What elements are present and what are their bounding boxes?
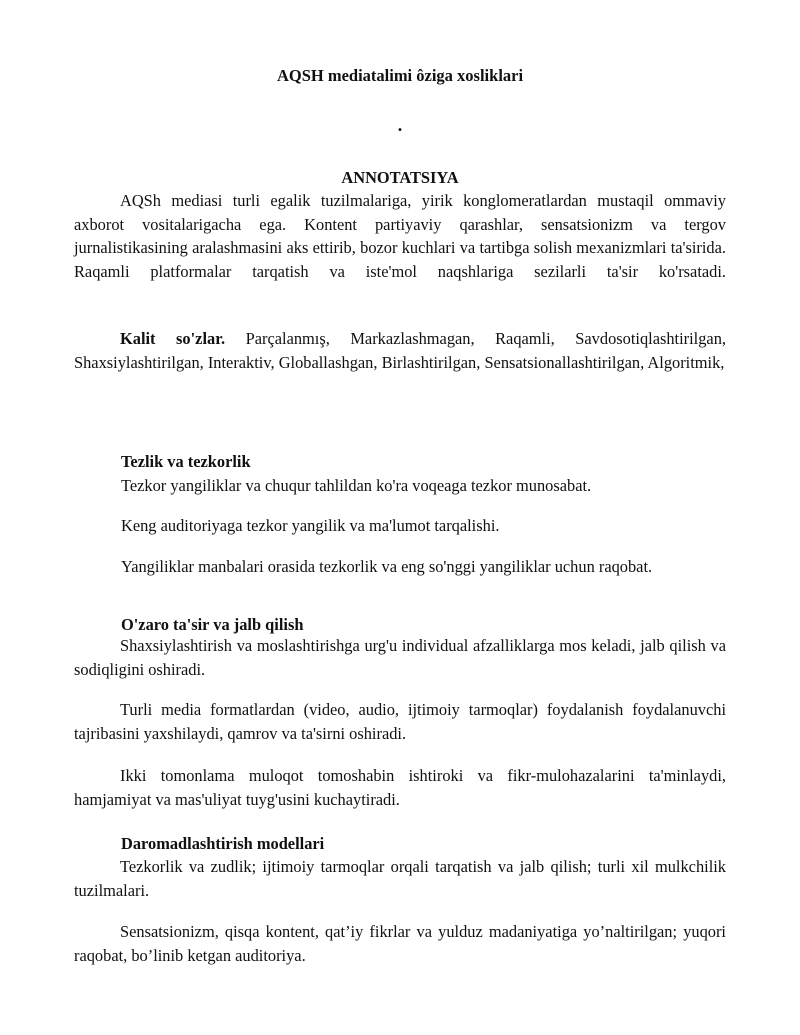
keywords-label: Kalit so'zlar. — [120, 329, 226, 348]
section-heading-speed: Tezlik va tezkorlik — [121, 452, 251, 471]
annotation-heading: ANNOTATSIYA — [341, 168, 459, 187]
section-heading-monetization: Daromadlashtirish modellari — [121, 834, 325, 853]
section-interaction-paragraph-2: Turli media formatlardan (video, audio, ijtimoiy tarmoqlar) foydalanish foydalanuvchi tajribasini yaxshilaydi, qamrov va ta'sirni oshiradi. — [74, 700, 726, 743]
section-speed-line-3: Yangiliklar manbalari orasida tezkorlik va eng so'nggi yangiliklar uchun raqobat. — [121, 557, 653, 576]
section-monetization-paragraph-1: Tezkorlik va zudlik; ijtimoiy tarmoqlar orqali tarqatish va jalb qilish; turli xil mulkchilik tuzilmalari. — [74, 857, 726, 900]
section-speed-line-2: Keng auditoriyaga tezkor yangilik va ma'lumot tarqalishi. — [121, 516, 500, 535]
section-interaction-paragraph-3: Ikki tomonlama muloqot tomoshabin ishtiroki va fikr-mulohazalarini ta'minlaydi, hamjamiyat va mas'uliyat tuyg'usini kuchaytiradi. — [74, 766, 726, 809]
section-interaction-paragraph-1: Shaxsiylashtirish va moslashtirishga urg'u individual afzalliklarga mos keladi, jalb qilish va sodiqligini oshiradi. — [74, 636, 726, 679]
section-speed-line-1: Tezkor yangiliklar va chuqur tahlildan ko'ra voqeaga tezkor munosabat. — [121, 476, 592, 495]
keywords-paragraph — [74, 327, 726, 374]
section-monetization-paragraph-2: Sensatsionizm, qisqa kontent, qat’iy fikrlar va yulduz madaniyatiga yo’naltirilgan; yuqori raqobat, bo’linib ketgan auditoriya. — [74, 922, 726, 965]
separator-dot: . — [397, 115, 403, 135]
annotation-paragraph: AQSh mediasi turli egalik tuzilmalariga, yirik konglomeratlardan mustaqil ommaviy axborot vositalarigacha ega. Kontent partiyaviy qarashlar, sensatsionizm va tergov jurnalistikasining aralashmasini aks ettirib, bozor kuchlari va tartibga solish mexanizmlari ta'sirida. Raqamli platformalar tarqatish va iste'mol naqshlariga sezilarli ta'sir ko'rsatadi. — [74, 191, 726, 281]
section-heading-interaction: O'zaro ta'sir va jalb qilish — [121, 615, 304, 634]
document-title: AQSH mediatalimi ôziga xosliklari — [276, 66, 524, 85]
keywords-text: Parçalanmış, Markazlashmagan, Raqamli, Savdosotiqlashtirilgan, Shaxsiylashtirilgan, Interaktiv, Globallashgan, Birlashtirilgan, Sensatsionallashtirilgan, Algoritmik, — [74, 329, 726, 372]
